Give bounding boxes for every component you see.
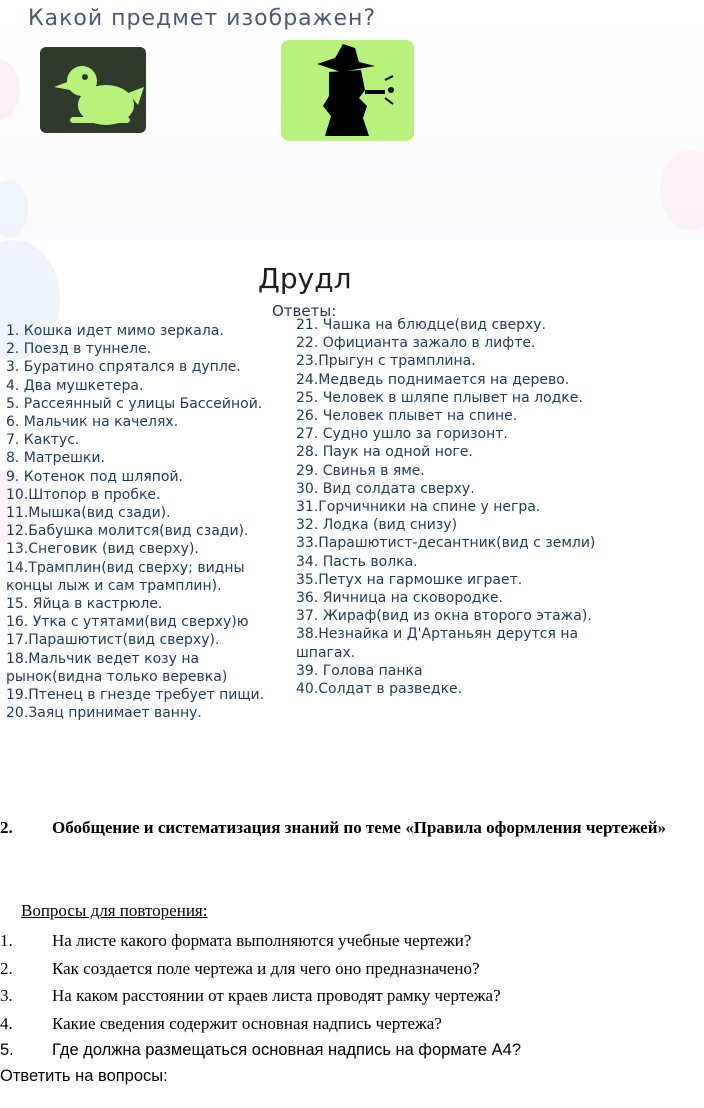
- answers-left-column: [6, 322, 288, 722]
- duck-silhouette-image: [40, 47, 146, 133]
- list-item: 26. Человек плывет на спине.: [296, 408, 518, 425]
- list-item: 18.Мальчик ведет козу на рынок(видна только веревка): [6, 650, 228, 685]
- slide-drudle-answers: [0, 240, 704, 770]
- list-item: 24.Медведь поднимается на дерево.: [296, 371, 570, 388]
- list-item: [0, 1010, 521, 1038]
- question-number: 3.: [0, 986, 13, 1006]
- list-item: 21. Чашка на блюдце(вид сверху.: [296, 317, 546, 333]
- list-item: 40.Солдат в разведке.: [296, 681, 463, 698]
- list-item: 6. Мальчик на качелях.: [6, 414, 179, 431]
- question-number: 2.: [0, 958, 13, 978]
- balloon-decoration: [0, 60, 20, 120]
- list-item: 10.Штопор в пробке.: [6, 486, 161, 503]
- list-item: 12.Бабушка молится(вид сзади).: [6, 523, 249, 540]
- questions-title: Вопросы для повторения:: [21, 901, 208, 920]
- list-item: 14.Трамплин(вид сверху; видны концы лыж и сам трамплин).: [6, 559, 245, 594]
- list-item: 11.Мышка(вид сзади).: [6, 505, 171, 522]
- section-title: Обобщение и систематизация знаний по теме «Правила оформления чертежей»: [52, 818, 667, 837]
- list-item: 27. Судно ушло за горизонт.: [296, 426, 508, 443]
- question-text: Где должна размещаться основная надпись на формате А4?: [52, 1041, 522, 1060]
- balloon-decoration: [660, 150, 704, 230]
- section-number: 2.: [0, 818, 13, 837]
- list-item: 19.Птенец в гнезде требует пищи.: [6, 687, 265, 704]
- list-item: 17.Парашютист(вид сверху).: [6, 632, 220, 649]
- list-item: 15. Яйца в кастрюле.: [6, 596, 163, 613]
- list-item: 30. Вид солдата сверху.: [296, 480, 475, 497]
- question-text: Какие сведения содержит основная надпись чертежа?: [52, 1013, 442, 1033]
- list-item: 37. Жираф(вид из окна второго этажа).: [296, 608, 592, 625]
- question-number: 5.: [0, 1041, 14, 1060]
- list-item: 7. Кактус.: [6, 432, 80, 449]
- list-item: 33.Парашютист-десантник(вид с земли): [296, 535, 596, 552]
- list-item: 32. Лодка (вид снизу): [296, 517, 458, 534]
- list-item: 23.Прыгун с трамплина.: [296, 353, 476, 370]
- answer-prompt: Ответить на вопросы:: [0, 1067, 168, 1085]
- list-item: 5. Рассеянный с улицы Бассейной.: [6, 395, 263, 412]
- list-item: [0, 955, 521, 983]
- list-item: 3. Буратино спрятался в дупле.: [6, 359, 241, 376]
- answers-label: Ответы:: [272, 302, 337, 320]
- slide-drudle-quiz: [0, 0, 704, 240]
- duck-icon: [40, 47, 146, 133]
- list-item: 13.Снеговик (вид сверху).: [6, 541, 199, 558]
- list-item: 22. Официанта зажало в лифте.: [296, 335, 536, 352]
- list-item: 9. Котенок под шляпой.: [6, 468, 184, 485]
- list-item: 38.Незнайка и Д'Артаньян дерутся на шпагах.: [296, 626, 579, 661]
- list-item: 1. Кошка идет мимо зеркала.: [6, 323, 224, 339]
- answers-right-column: [296, 316, 596, 698]
- man-in-hat-silhouette-image: [281, 40, 414, 141]
- section-heading: [0, 814, 704, 841]
- list-item: 34. Пасть волка.: [296, 553, 418, 570]
- question-text: Как создается поле чертежа и для чего оно предназначено?: [52, 958, 480, 978]
- question-text: На каком расстоянии от краев листа проводят рамку чертежа?: [52, 986, 501, 1006]
- list-item: 28. Паук на одной ноге.: [296, 444, 473, 461]
- list-item: [0, 927, 521, 955]
- list-item: 20.Заяц принимает ванну.: [6, 705, 202, 722]
- list-item: 4. Два мушкетера.: [6, 377, 144, 394]
- list-item: 39. Голова панка: [296, 662, 423, 679]
- list-item: 35.Петух на гармошке играет.: [296, 571, 523, 588]
- questions-list: [0, 927, 521, 1065]
- question-text: На листе какого формата выполняются учебные чертежи?: [52, 931, 472, 950]
- list-item: 16. Утка с утятами(вид сверху)ю: [6, 614, 249, 631]
- list-item: 2. Поезд в туннеле.: [6, 341, 152, 358]
- list-item: 31.Горчичники на спине у негра.: [296, 499, 541, 516]
- list-item: [0, 982, 521, 1010]
- balloon-decoration: [0, 180, 28, 238]
- list-item: 25. Человек в шляпе плывет на лодке.: [296, 389, 583, 406]
- list-item: 8. Матрешки.: [6, 450, 105, 467]
- question-number: 4.: [0, 1013, 13, 1033]
- man-in-hat-icon: [281, 40, 414, 141]
- list-item: 36. Яичница на сковородке.: [296, 590, 503, 607]
- list-item: 29. Свинья в яме.: [296, 462, 425, 479]
- list-item: [0, 1037, 521, 1065]
- slide-title: Друдл: [258, 262, 352, 295]
- question-number: 1.: [0, 931, 13, 950]
- slide-title: Какой предмет изображен?: [28, 6, 377, 31]
